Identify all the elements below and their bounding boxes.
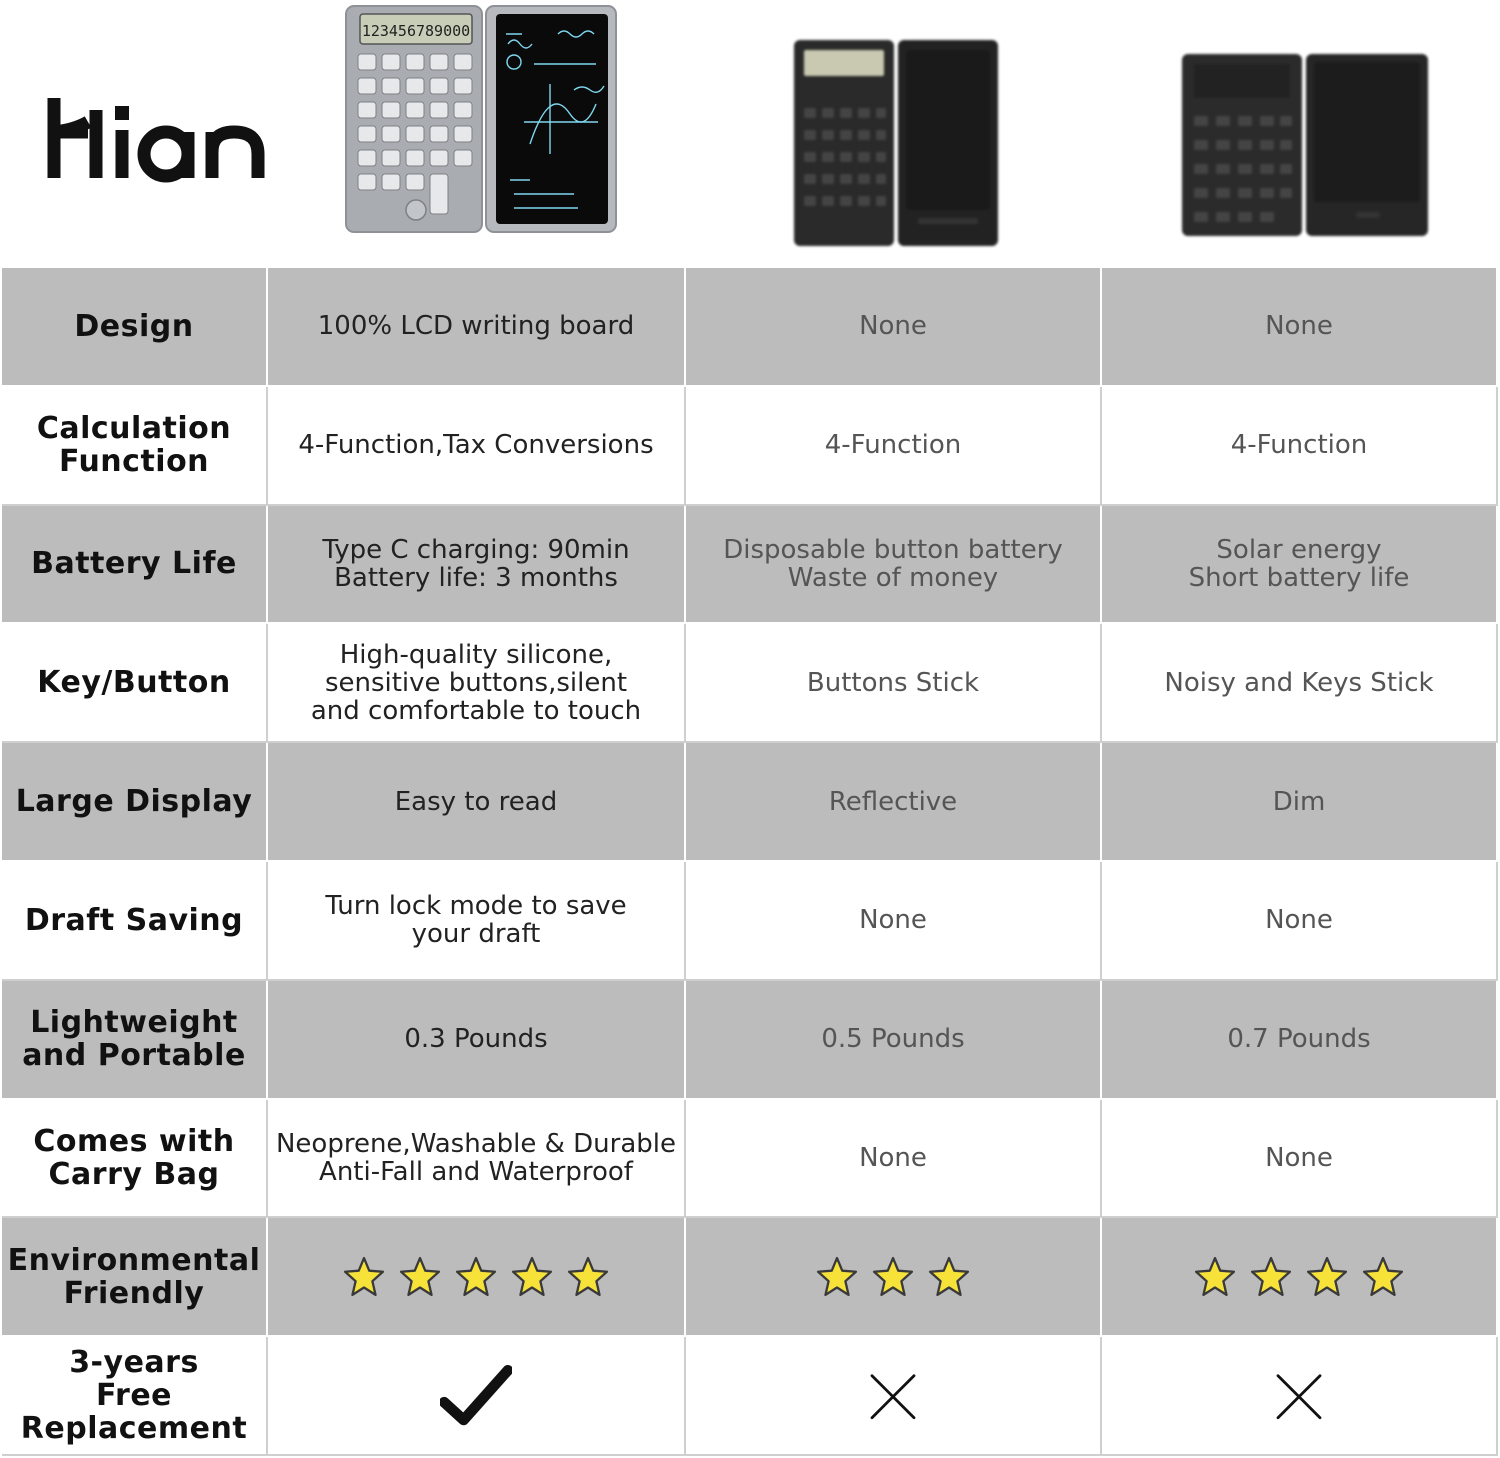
- star-icon: [1306, 1256, 1348, 1298]
- star-icon: [872, 1256, 914, 1298]
- hian-cell: 4-Function,Tax Conversions: [268, 387, 686, 506]
- hian-cell: High-quality silicone, sensitive buttons,silent and comfortable to touch: [268, 624, 686, 743]
- star-icon: [1362, 1256, 1404, 1298]
- row-label: Draft Saving: [2, 862, 268, 981]
- brand-logo: [44, 70, 284, 190]
- star-icon: [567, 1256, 609, 1298]
- row-label: Battery Life: [2, 506, 268, 625]
- competitor-c-cell: 4-Function: [1102, 387, 1498, 506]
- hian-cell: [268, 1218, 686, 1337]
- star-icon: [343, 1256, 385, 1298]
- competitor-b-cell: [686, 1337, 1102, 1456]
- check-icon: [440, 1365, 512, 1427]
- row-label: 3-years Free Replacement: [2, 1337, 268, 1456]
- competitor-b-image: [792, 38, 1002, 250]
- star-rating: [816, 1256, 970, 1298]
- row-label: Large Display: [2, 743, 268, 862]
- cross-icon: [865, 1368, 921, 1424]
- star-icon: [816, 1256, 858, 1298]
- competitor-c-cell: Noisy and Keys Stick: [1102, 624, 1498, 743]
- competitor-b-cell: Buttons Stick: [686, 624, 1102, 743]
- star-icon: [1194, 1256, 1236, 1298]
- header: [0, 0, 1500, 268]
- competitor-b-cell: 4-Function: [686, 387, 1102, 506]
- competitor-c-cell: None: [1102, 1100, 1498, 1219]
- hian-cell: Easy to read: [268, 743, 686, 862]
- competitor-c-cell: [1102, 1337, 1498, 1456]
- competitor-b-cell: Reflective: [686, 743, 1102, 862]
- hian-cell: [268, 1337, 686, 1456]
- cross-icon: [1271, 1368, 1327, 1424]
- star-icon: [928, 1256, 970, 1298]
- competitor-c-cell: Solar energy Short battery life: [1102, 506, 1498, 625]
- star-icon: [511, 1256, 553, 1298]
- row-label: Environmental Friendly: [2, 1218, 268, 1337]
- hian-cell: Neoprene,Washable & Durable Anti-Fall and Waterproof: [268, 1100, 686, 1219]
- star-icon: [1250, 1256, 1292, 1298]
- competitor-c-image: [1180, 52, 1430, 238]
- svg-text:123456789000: 123456789000: [361, 22, 471, 40]
- row-label: Lightweight and Portable: [2, 981, 268, 1100]
- competitor-b-cell: None: [686, 268, 1102, 387]
- row-label: Calculation Function: [2, 387, 268, 506]
- hian-calculator-image: [344, 4, 620, 240]
- competitor-c-cell: [1102, 1218, 1498, 1337]
- row-label: Comes with Carry Bag: [2, 1100, 268, 1219]
- hian-cell: Turn lock mode to save your draft: [268, 862, 686, 981]
- hian-cell: 0.3 Pounds: [268, 981, 686, 1100]
- competitor-b-cell: [686, 1218, 1102, 1337]
- hian-cell: Type C charging: 90min Battery life: 3 months: [268, 506, 686, 625]
- competitor-b-cell: Disposable button battery Waste of money: [686, 506, 1102, 625]
- competitor-c-cell: 0.7 Pounds: [1102, 981, 1498, 1100]
- star-icon: [399, 1256, 441, 1298]
- row-label: Key/Button: [2, 624, 268, 743]
- row-label: Design: [2, 268, 268, 387]
- competitor-b-cell: 0.5 Pounds: [686, 981, 1102, 1100]
- competitor-b-cell: None: [686, 1100, 1102, 1219]
- star-icon: [455, 1256, 497, 1298]
- competitor-c-cell: Dim: [1102, 743, 1498, 862]
- star-rating: [343, 1256, 609, 1298]
- comparison-table: [2, 268, 1498, 1456]
- competitor-c-cell: None: [1102, 268, 1498, 387]
- star-rating: [1194, 1256, 1404, 1298]
- hian-cell: 100% LCD writing board: [268, 268, 686, 387]
- competitor-c-cell: None: [1102, 862, 1498, 981]
- competitor-b-cell: None: [686, 862, 1102, 981]
